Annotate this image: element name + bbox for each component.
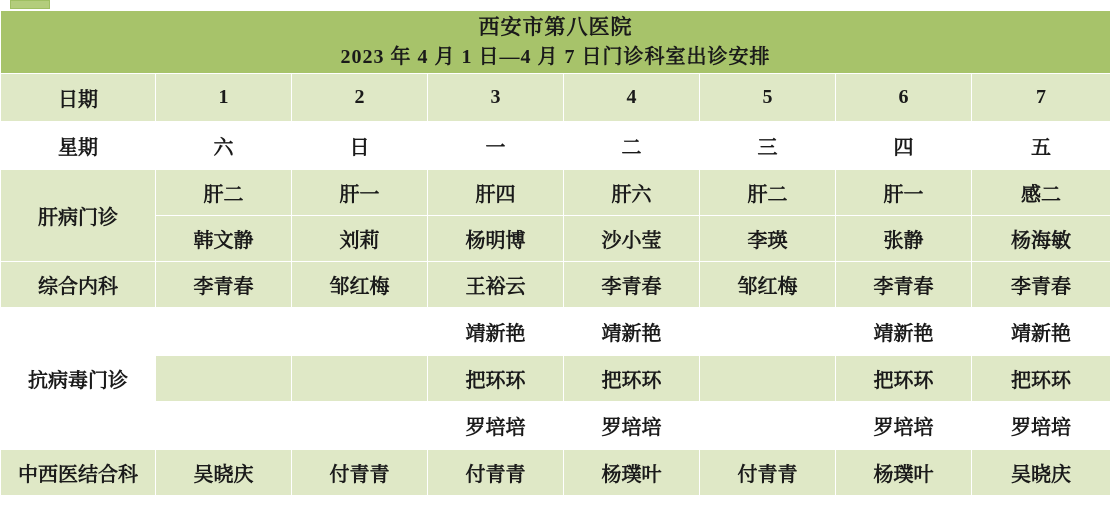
schedule-cell <box>700 402 836 450</box>
schedule-cell: 杨海敏 <box>972 216 1110 262</box>
schedule-cell: 邹红梅 <box>292 262 428 308</box>
schedule-cell: 李青春 <box>564 262 700 308</box>
department-row <box>1 450 1110 496</box>
schedule-cell: 罗培培 <box>836 402 972 450</box>
date-row <box>1 74 1110 122</box>
title-line-2: 2023 年 4 月 1 日—4 月 7 日门诊科室出诊安排 <box>340 45 771 68</box>
weekday-cell: 六 <box>156 122 292 170</box>
schedule-cell: 沙小莹 <box>564 216 700 262</box>
document-title <box>1 11 1110 74</box>
department-row <box>1 308 1110 356</box>
weekday-row-label: 星期 <box>1 122 156 170</box>
schedule-cell <box>292 308 428 356</box>
title-row <box>1 11 1110 74</box>
corner-tab-decoration <box>10 0 50 9</box>
department-row <box>1 356 1110 402</box>
department-label-kangbingdu: 抗病毒门诊 <box>1 308 156 450</box>
schedule-cell: 肝二 <box>156 170 292 216</box>
schedule-cell: 张静 <box>836 216 972 262</box>
schedule-cell: 吴晓庆 <box>156 450 292 496</box>
weekday-cell: 一 <box>428 122 564 170</box>
schedule-cell <box>700 356 836 402</box>
schedule-cell: 肝六 <box>564 170 700 216</box>
schedule-cell: 吴晓庆 <box>972 450 1110 496</box>
schedule-cell: 韩文静 <box>156 216 292 262</box>
department-row <box>1 402 1110 450</box>
schedule-cell: 把环环 <box>972 356 1110 402</box>
schedule-cell: 把环环 <box>428 356 564 402</box>
schedule-cell <box>156 402 292 450</box>
schedule-cell: 感二 <box>972 170 1110 216</box>
schedule-cell: 李青春 <box>972 262 1110 308</box>
date-cell: 2 <box>292 74 428 122</box>
weekday-cell: 日 <box>292 122 428 170</box>
date-cell: 5 <box>700 74 836 122</box>
schedule-cell: 李青春 <box>156 262 292 308</box>
department-label-ganbing: 肝病门诊 <box>1 170 156 262</box>
schedule-cell: 把环环 <box>836 356 972 402</box>
date-cell: 6 <box>836 74 972 122</box>
schedule-cell: 肝一 <box>292 170 428 216</box>
schedule-cell: 罗培培 <box>428 402 564 450</box>
schedule-cell: 李瑛 <box>700 216 836 262</box>
schedule-cell <box>156 356 292 402</box>
schedule-cell: 杨璞叶 <box>836 450 972 496</box>
schedule-cell: 李青春 <box>836 262 972 308</box>
schedule-cell <box>292 402 428 450</box>
schedule-cell: 付青青 <box>700 450 836 496</box>
department-label-zhongxiyi: 中西医结合科 <box>1 450 156 496</box>
date-cell: 7 <box>972 74 1110 122</box>
schedule-cell: 靖新艳 <box>428 308 564 356</box>
weekday-cell: 二 <box>564 122 700 170</box>
schedule-cell <box>156 308 292 356</box>
department-row <box>1 216 1110 262</box>
weekday-cell: 四 <box>836 122 972 170</box>
schedule-cell: 杨明博 <box>428 216 564 262</box>
weekday-row <box>1 122 1110 170</box>
schedule-cell <box>292 356 428 402</box>
schedule-cell: 付青青 <box>428 450 564 496</box>
schedule-cell: 把环环 <box>564 356 700 402</box>
schedule-cell: 罗培培 <box>972 402 1110 450</box>
schedule-cell: 靖新艳 <box>836 308 972 356</box>
weekday-cell: 五 <box>972 122 1110 170</box>
date-cell: 1 <box>156 74 292 122</box>
schedule-cell: 肝二 <box>700 170 836 216</box>
schedule-table <box>0 10 1110 496</box>
schedule-cell: 付青青 <box>292 450 428 496</box>
date-cell: 4 <box>564 74 700 122</box>
department-row <box>1 262 1110 308</box>
schedule-cell: 靖新艳 <box>564 308 700 356</box>
schedule-cell: 邹红梅 <box>700 262 836 308</box>
date-row-label: 日期 <box>1 74 156 122</box>
department-row <box>1 170 1110 216</box>
schedule-cell: 王裕云 <box>428 262 564 308</box>
schedule-cell: 肝一 <box>836 170 972 216</box>
schedule-cell: 靖新艳 <box>972 308 1110 356</box>
schedule-cell: 杨璞叶 <box>564 450 700 496</box>
schedule-cell: 肝四 <box>428 170 564 216</box>
schedule-cell <box>700 308 836 356</box>
date-cell: 3 <box>428 74 564 122</box>
weekday-cell: 三 <box>700 122 836 170</box>
schedule-cell: 罗培培 <box>564 402 700 450</box>
department-label-zonghe-neike: 综合内科 <box>1 262 156 308</box>
title-line-1: 西安市第八医院 <box>478 15 633 40</box>
schedule-cell: 刘莉 <box>292 216 428 262</box>
